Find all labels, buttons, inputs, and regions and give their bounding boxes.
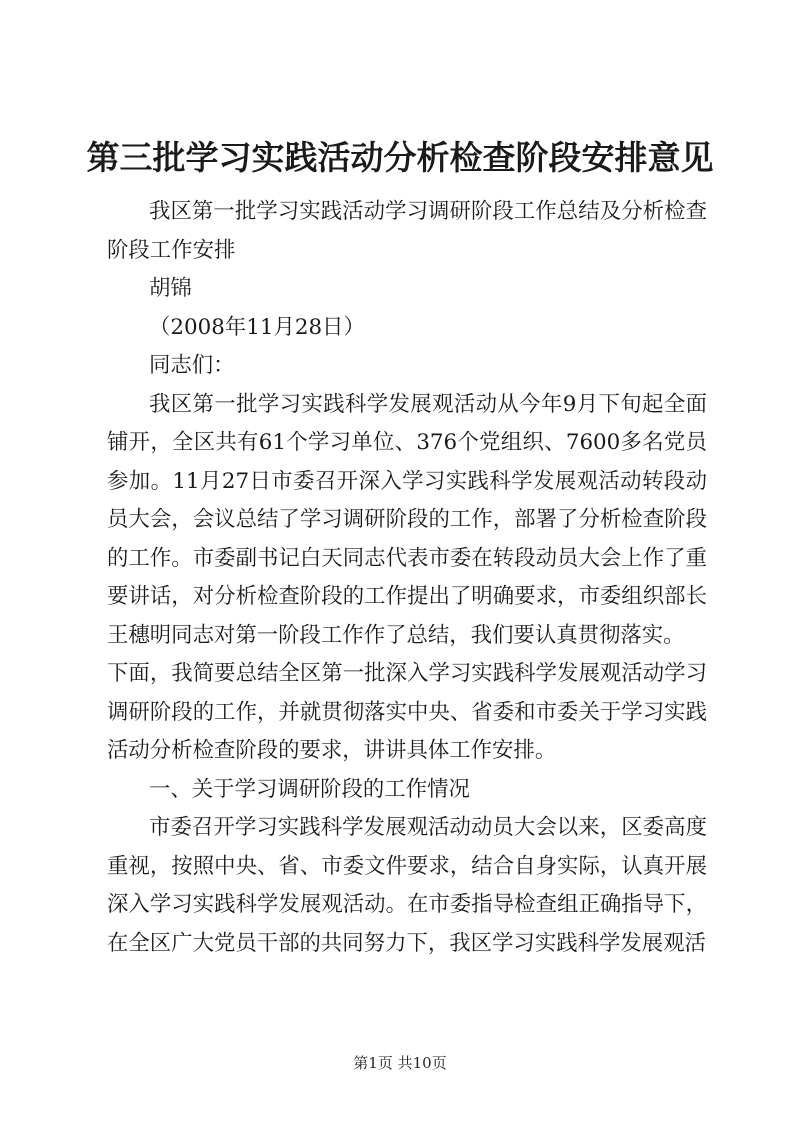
date-line: （2008年11月28日） (149, 314, 365, 340)
section-heading: 一、关于学习调研阶段的工作情况 (149, 776, 470, 802)
subtitle-paragraph: 我区第一批学习实践活动学习调研阶段工作总结及分析检查阶段工作安排 (107, 199, 707, 263)
page-footer: 第1页 共10页 (353, 1054, 447, 1072)
body-paragraph: 市委召开学习实践科学发展观活动动员大会以来，区委高度重视，按照中央、省、市委文件要求，结合自身实际，认真开展深入学习实践科学发展观活动。在市委指导检查组正确指导下，在全区广大党员干部的共同努力下，我区学习实践科学发展观活 (107, 815, 707, 956)
document-body (107, 193, 707, 963)
salutation: 同志们： (149, 353, 235, 378)
author-line: 胡锦 (149, 276, 192, 301)
body-paragraph: 我区第一批学习实践科学发展观活动从今年9月下旬起全面铺开，全区共有61个学习单位、376个党组织、7600多名党员参加。11月27日市委召开深入学习实践科学发展观活动转段动员大会，会议总结了学习调研阶段的工作，部署了分析检查阶段的工作。市委副书记白天同志代表市委在转段动员大会上作了重要讲话，对分析检查阶段的工作提出了明确要求，市委组织部长王穗明同志对第一阶段工作作了总结，我们要认真贯彻落实。 (107, 391, 707, 648)
body-paragraph: 下面，我简要总结全区第一批深入学习实践科学发展观活动学习调研阶段的工作，并就贯彻落实中央、省委和市委关于学习实践活动分析检查阶段的要求，讲讲具体工作安排。 (107, 661, 707, 763)
document-title: 第三批学习实践活动分析检查阶段安排意见 (86, 138, 714, 177)
